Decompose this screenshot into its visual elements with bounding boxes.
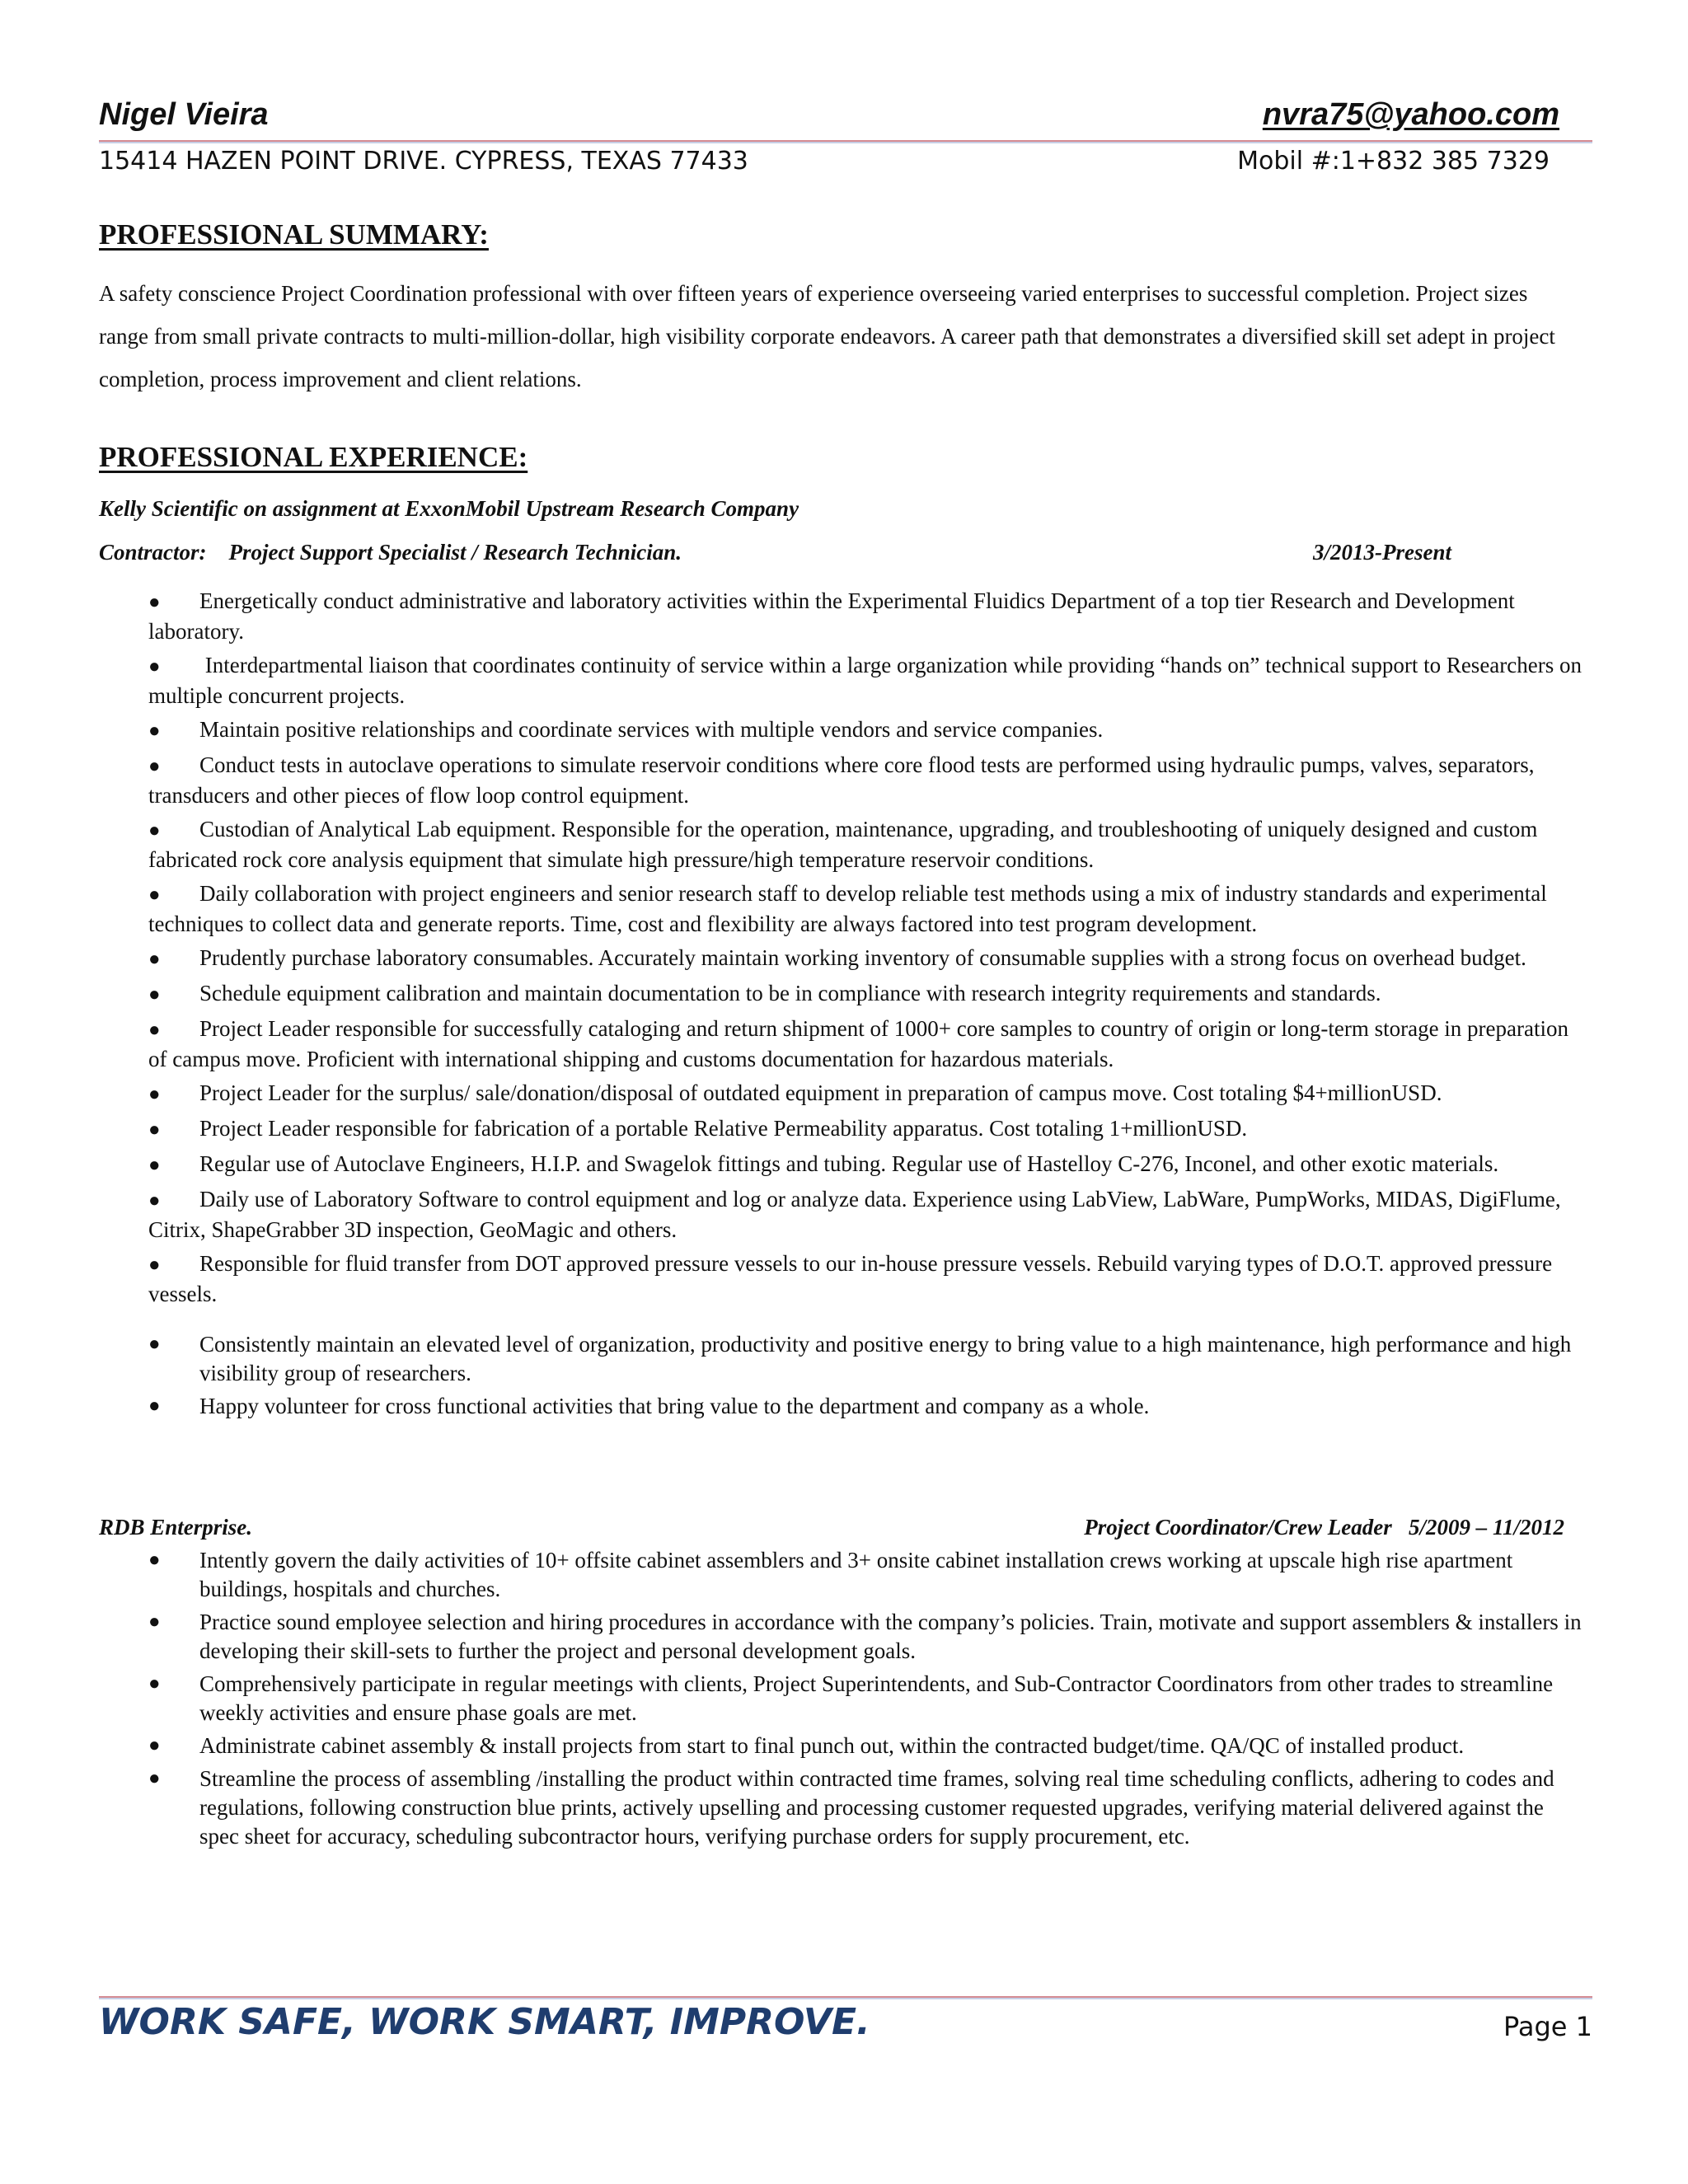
bullet-icon: ● bbox=[148, 1549, 161, 1571]
bullet-icon: ● bbox=[148, 656, 161, 677]
bullet-text: Consistently maintain an elevated level of organization, productivity and positive energy to bring value to a high maintenance, high performance and high visibility group of researchers. bbox=[199, 1332, 1572, 1385]
bullet-icon: ● bbox=[148, 984, 161, 1005]
bullet-text: Comprehensively participate in regular meetings with clients, Project Superintendents, and Sub-Contractor Coordinators from other trades to streamline weekly activities and ensure phase goals are met. bbox=[199, 1671, 1554, 1725]
job1-bullet-item bbox=[148, 587, 1587, 646]
job1-bullet-item bbox=[148, 1114, 1587, 1145]
job1-bullet-item bbox=[148, 1185, 1587, 1244]
bullet-icon: ● bbox=[148, 1119, 161, 1141]
job1-bullet-item bbox=[148, 715, 1587, 746]
bullet-text: Responsible for fluid transfer from DOT approved pressure vessels to our in-house pressure vessels. Rebuild varying types of D.O.T. approved pressure vessels. bbox=[148, 1251, 1553, 1306]
job2-bullet-list bbox=[148, 1546, 1587, 1855]
bullet-icon: ● bbox=[148, 1019, 161, 1041]
bullet-icon: ● bbox=[148, 1768, 161, 1789]
bullet-icon: ● bbox=[148, 1611, 161, 1633]
job1-bullet-item bbox=[148, 1392, 1587, 1421]
job2-company: RDB Enterprise. bbox=[99, 1515, 253, 1540]
job2-bullet-item bbox=[148, 1765, 1587, 1851]
job2-bullet-item bbox=[148, 1608, 1587, 1666]
bullet-text: Schedule equipment calibration and maintain documentation to be in compliance with research integrity requirements and standards. bbox=[199, 981, 1381, 1005]
bullet-icon: ● bbox=[148, 592, 161, 613]
bullet-icon: ● bbox=[148, 820, 161, 841]
job1-bullet-item bbox=[148, 1079, 1587, 1109]
applicant-name: Nigel Vieira bbox=[99, 97, 269, 132]
bullet-text: Regular use of Autoclave Engineers, H.I.P. and Swagelok fittings and tubing. Regular use of Hastelloy C-276, Inconel, and other exotic materials. bbox=[199, 1151, 1499, 1176]
summary-heading: PROFESSIONAL SUMMARY: bbox=[99, 218, 489, 251]
bullet-text: Maintain positive relationships and coordinate services with multiple vendors and service companies. bbox=[199, 717, 1104, 742]
page-number: Page 1 bbox=[1503, 2011, 1592, 2042]
job1-bullet-item bbox=[148, 1249, 1587, 1309]
phone-number: Mobil #:1+832 385 7329 bbox=[1237, 147, 1550, 176]
job1-dates: 3/2013-Present bbox=[1313, 540, 1451, 565]
bullet-text: Project Leader responsible for fabrication of a portable Relative Permeability apparatus. Cost totaling 1+millionUSD. bbox=[199, 1116, 1248, 1141]
bullet-text: Conduct tests in autoclave operations to simulate reservoir conditions where core flood tests are performed using hydraulic pumps, valves, separators, transducers and other pieces of flow loop control equipment. bbox=[148, 752, 1535, 808]
bullet-text: Daily collaboration with project engineers and senior research staff to develop reliable test methods using a mix of industry standards and experimental techniques to collect data and generate reports. Time, cost and flexibility are always factored into test program development. bbox=[148, 881, 1547, 936]
bullet-text: Prudently purchase laboratory consumables. Accurately maintain working inventory of consumable supplies with a strong focus on overhead budget. bbox=[199, 945, 1526, 970]
postal-address: 15414 HAZEN POINT DRIVE. CYPRESS, TEXAS 77433 bbox=[99, 147, 748, 176]
bullet-text: Interdepartmental liaison that coordinates continuity of service within a large organization while providing “hands on” technical support to Researchers on multiple concurrent projects. bbox=[148, 653, 1582, 708]
job1-bullet-item bbox=[148, 651, 1587, 710]
job1-role: Contractor: Project Support Specialist / Research Technician. bbox=[99, 540, 682, 565]
job2-bullet-item bbox=[148, 1670, 1587, 1727]
bullet-icon: ● bbox=[148, 1254, 161, 1276]
bullet-text: Administrate cabinet assembly & install projects from start to final punch out, within the contracted budget/time. QA/QC of installed product. bbox=[199, 1733, 1465, 1758]
bullet-icon: ● bbox=[148, 1673, 161, 1694]
footer-motto: WORK SAFE, WORK SMART, IMPROVE. bbox=[99, 2001, 870, 2043]
job1-bullet-item bbox=[148, 1015, 1587, 1074]
experience-heading: PROFESSIONAL EXPERIENCE: bbox=[99, 441, 528, 473]
bullet-icon: ● bbox=[148, 1395, 161, 1417]
header-divider bbox=[99, 140, 1592, 143]
bullet-text: Energetically conduct administrative and laboratory activities within the Experimental Fluidics Department of a top tier Research and Development laboratory. bbox=[148, 588, 1515, 644]
bullet-icon: ● bbox=[148, 949, 161, 970]
bullet-text: Project Leader responsible for successfully cataloging and return shipment of 1000+ core samples to country of origin or long-term storage in preparation of campus move. Proficient with international shipping and customs documentation for hazardous materials. bbox=[148, 1016, 1568, 1071]
footer-divider bbox=[99, 1996, 1592, 1999]
bullet-text: Happy volunteer for cross functional activities that bring value to the department and company as a whole. bbox=[199, 1394, 1150, 1418]
job1-bullet-item bbox=[148, 1330, 1587, 1388]
job2-bullet-item bbox=[148, 1732, 1587, 1760]
bullet-text: Custodian of Analytical Lab equipment. Responsible for the operation, maintenance, upgrading, and troubleshooting of uniquely designed and custom fabricated rock core analysis equipment that simulate high pressure/high temperature reservoir conditions. bbox=[148, 817, 1538, 872]
job2-bullet-item bbox=[148, 1546, 1587, 1604]
bullet-icon: ● bbox=[148, 884, 161, 906]
bullet-text: Project Leader for the surplus/ sale/donation/disposal of outdated equipment in preparation of campus move. Cost totaling $4+millionUSD. bbox=[199, 1080, 1442, 1105]
job1-bullet-list bbox=[148, 587, 1587, 1314]
bullet-icon: ● bbox=[148, 756, 161, 777]
bullet-text: Streamline the process of assembling /installing the product within contracted time frames, solving real time scheduling conflicts, adhering to codes and regulations, following construction blue prints, actively upselling and processing customer requested upgrades, verifying material delivered against the spec sheet for accuracy, scheduling subcontractor hours, verifying purchase orders for supply procurement, etc. bbox=[199, 1766, 1554, 1849]
bullet-icon: ● bbox=[148, 1084, 161, 1105]
bullet-text: Intently govern the daily activities of 10+ offsite cabinet assemblers and 3+ onsite cabinet installation crews working at upscale high rise apartment buildings, hospitals and churches. bbox=[199, 1548, 1513, 1601]
bullet-icon: ● bbox=[148, 1190, 161, 1212]
bullet-icon: ● bbox=[148, 1333, 161, 1355]
bullet-text: Practice sound employee selection and hiring procedures in accordance with the company’s policies. Train, motivate and support assemblers & installers in developing their skill-sets to further the project and personal development goals. bbox=[199, 1610, 1582, 1663]
bullet-icon: ● bbox=[148, 1155, 161, 1176]
bullet-text: Daily use of Laboratory Software to control equipment and log or analyze data. Experience using LabView, LabWare, PumpWorks, MIDAS, DigiFlume, Citrix, ShapeGrabber 3D inspection, GeoMagic and others. bbox=[148, 1187, 1561, 1242]
job1-bullet-item bbox=[148, 979, 1587, 1010]
job1-company: Kelly Scientific on assignment at ExxonMobil Upstream Research Company bbox=[99, 496, 799, 521]
job1-bullet-item bbox=[148, 1150, 1587, 1180]
job1-bullet-list-continued bbox=[148, 1330, 1587, 1425]
email-address[interactable]: nvra75@yahoo.com bbox=[1262, 97, 1559, 132]
job1-bullet-item bbox=[148, 815, 1587, 874]
job1-bullet-item bbox=[148, 751, 1587, 810]
job2-role-dates: Project Coordinator/Crew Leader 5/2009 – 11/2012 bbox=[1084, 1515, 1564, 1540]
job1-bullet-item bbox=[148, 879, 1587, 939]
bullet-icon: ● bbox=[148, 720, 161, 742]
bullet-icon: ● bbox=[148, 1735, 161, 1756]
job1-bullet-item bbox=[148, 944, 1587, 974]
summary-text: A safety conscience Project Coordination professional with over fifteen years of experience overseeing varied enterprises to successful completion. Project sizes range from small private contracts to multi-million-dollar, high visibility corporate endeavors. A career path that demonstrates a diversified skill set adept in project completion, process improvement and client relations. bbox=[99, 281, 1555, 391]
